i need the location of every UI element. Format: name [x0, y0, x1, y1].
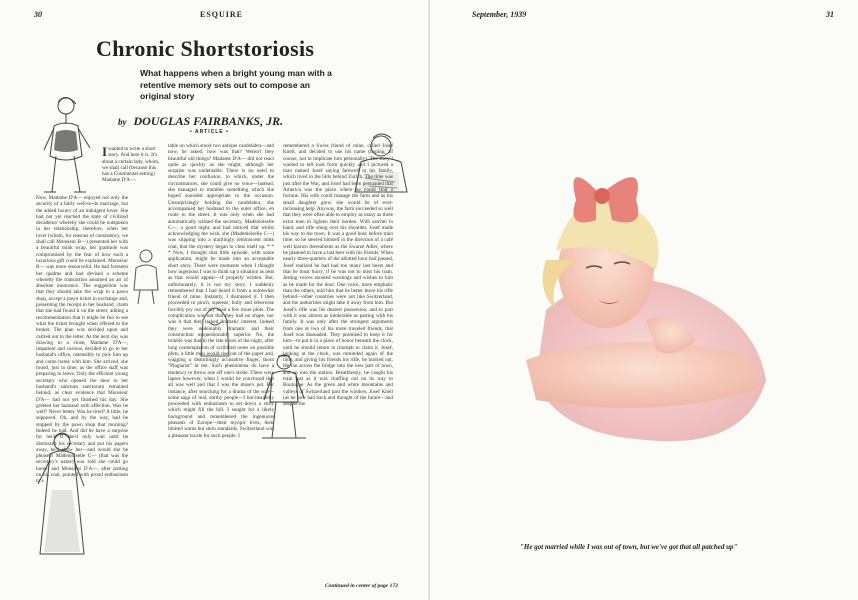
page-number-right: 31 [826, 10, 834, 19]
article-column-2: table on which stood two antique candelabra—and now, he asked, how was that? Weren't they beautiful old things? Madame D'A— did not react quite as quickly as she might, although her surprise was undeniable. There is no need to describe her confusion, to which, under the circumstances, she could give no voice—instead, she managed to mumble something which she hoped sounded appropriate to the occasion. Unsurprisingly holding the candelabra, she accompanied her husband to the outer office, en route to the street. It was only when she had automatically wished the secretary, Mademoiselle C—, a good night, and had noticed that whilst acknowledging the wish, she (Mademoiselle C—) was slipping into a startlingly reminiscent mink coat, that the mystery began to clear itself up. * * * Now, I thought that little episode, with some application, might be made into an acceptable short story. There were moments when I thought how ingenious I was to think up a situation as neat as that would appear—if properly written. But, unfortunately, it is not my story. I suddenly remembered that I had heard it from a somewhat friend of mine. Instantly, I dismissed it. I then proceeded to pinch, squeeze, bully and otherwise forcibly pry out of my head a few more plots. The complication was not that they had no shape, nor was it that they lacked dramatic interest. Indeed they were undeniably dramatic and their construction unquestionably superior. No, the trouble was that in the late hours of the night, after long contemplation of scribbled notes on possible plots, a little man would rise out of the paper and, wagging a disturbingly accusative finger, shout "Plagiarist" at me. Such phenomena do have a tendency to throw one off one's stride. There were lapses however, when I would be convinced that all was well and that I was the muse's pet. For instance, after searching for a drama of the soil—some saga of real, earthy people—I hot-headedly proceeded with enthusiasm to set down a story which might fill the bill. I sought for a likely background and remembered the ingenuous peasants of Europe—their myopic lives, their limited wants but stern standards. Switzerland was a pleasant locale for such people. I [168, 143, 274, 439]
page-number-left: 30 [34, 10, 42, 19]
article-intro: Iwanted to write a short story. And here it is. It's about a certain lady, whom, we shall call (because this has a Continental setting) Madame D'A—. [102, 146, 160, 184]
article-tag: • ARTICLE • [190, 129, 229, 135]
article-title: Chronic Shortstoriosis [96, 36, 315, 61]
woman-sketch-top-left [34, 92, 104, 197]
article-deck: What happens when a bright young man with a retentive memory sets out to compose an original story [140, 68, 332, 101]
article-column-1: Now, Madame D'A— enjoyed not only the security of a fairly well-to-do marriage, but the added luxury of an indulgent lover. She had not yet reached the state of civilized decadence whereby she could be outspoken in her relationship, therefore, when her lover (whom, for reasons of consistency, we shall call Monsieur B—) presented her with a beautiful mink wrap, her gratitude was compromised by the fear of how such a luxurious gift could be explained. Monsieur B— was more resourceful. He had foreseen her qualms and had devised a scheme whereby the transaction assumed an air of absolute innocence. The suggestion was that they should take the wrap to a pawn shop, accept a pawn ticket in exchange and, presenting the receipt to her husband, claim that she had found it on the street; adding a recommendation that it might be fun to see what the ticket brought when offered to the broker. The plan was decided upon and carried out to the letter. As the next day was drawing to a close, Madame D'A—, impatient and curious, decided to go to her husband's office, ostensibly to pick him up and come home with him. She arrived, she found, just in time, as the office staff was preparing to leave. Only the efficient young secretary who opened the door to her husband's sanctum sanctorum remained behind, as clear evidence that Monsieur D'A— had not yet finished his day. She greeted her husband with affection. Was he well? Never better. Was he tired? A little, he supposed. Oh, and by the way, had he stopped by the pawn shop that morning? Indeed he had. And did he have a surprise for her? If she'd only wait until he dismissed his secretary and put his papers away, he'd show her—and would she be pleased! Mademoiselle C— (that was the secretary's name) was told she could go home, and Monsieur D'A—, after putting on his coat, pointed with proud enthusiasm to a [36, 195, 128, 485]
continued-note: Continued in center of page 173 [325, 583, 398, 589]
byline-prefix: by [118, 117, 127, 127]
illustration-caption: "He got married while I was out of town, but we've got that all patched up" [520, 543, 738, 551]
figure-sketch-middle [128, 246, 164, 306]
author-name: DOUGLAS FAIRBANKS, JR. [133, 114, 284, 128]
article-column-3: remembered a Swiss friend of mine, called Josef Knell, and decided to use his name (hoping, of course, not to implicate him personally). The story I wanted to tell took form quickly and I pictured a man named Josef saying farewell to his family, which lived in the hills behind Zurich. The time was just after the War, and Josef had been persuaded that America was the place where he could find a fortune. His wife could manage the farm and as his small daughter grew, she would be of ever-increasing help. Anyway, the farm succeeded so well that they were often able to employ as many as three extra men to lighten their burden. With satchel in hand, and rifle slung over his shoulder, Josef made his way to the town. It was a good hour before train time, so he steered himself in the direction of a café well known thereabouts as the Swarze Adler, where he planned to have a last beer with his friends. When nearly three-quarters of the allotted hour had passed, Josef realized he had had too many last beers and that he must hurry, if he was not to miss his train. Jesting voices shouted warnings and wishes to him as he made for the door. One voice, more emphatic than the others, told him that he better leave his rifle behind—other countries were not like Switzerland, and the authorities might take it away from him. But Josef's rifle was his dearest possession, and to part with it was almost as intolerable as parting with his family. It was only after the strongest arguments from one or two of his more traveled friends, that Josef was dissuaded. They promised to keep it for him—to put it in a place of honor beneath the clock, until he should return in triumph to claim it. Josef, looking at the clock, was reminded again of the time, and giving his friends his rifle, he hurried out. He ran across the bridge into the new part of town, and on into the station. Breathlessly, he caught his train just as it was chuffing out on its way to Boulogne. As the green and white mountains and valleys of Switzerland past the window, Josef Knell (as he now had back and thought of the future—and despite the [283, 143, 393, 408]
pinup-illustration [506, 160, 776, 460]
issue-date: September, 1939 [472, 10, 527, 19]
byline [118, 114, 283, 129]
magazine-name: ESQUIRE [200, 10, 244, 19]
